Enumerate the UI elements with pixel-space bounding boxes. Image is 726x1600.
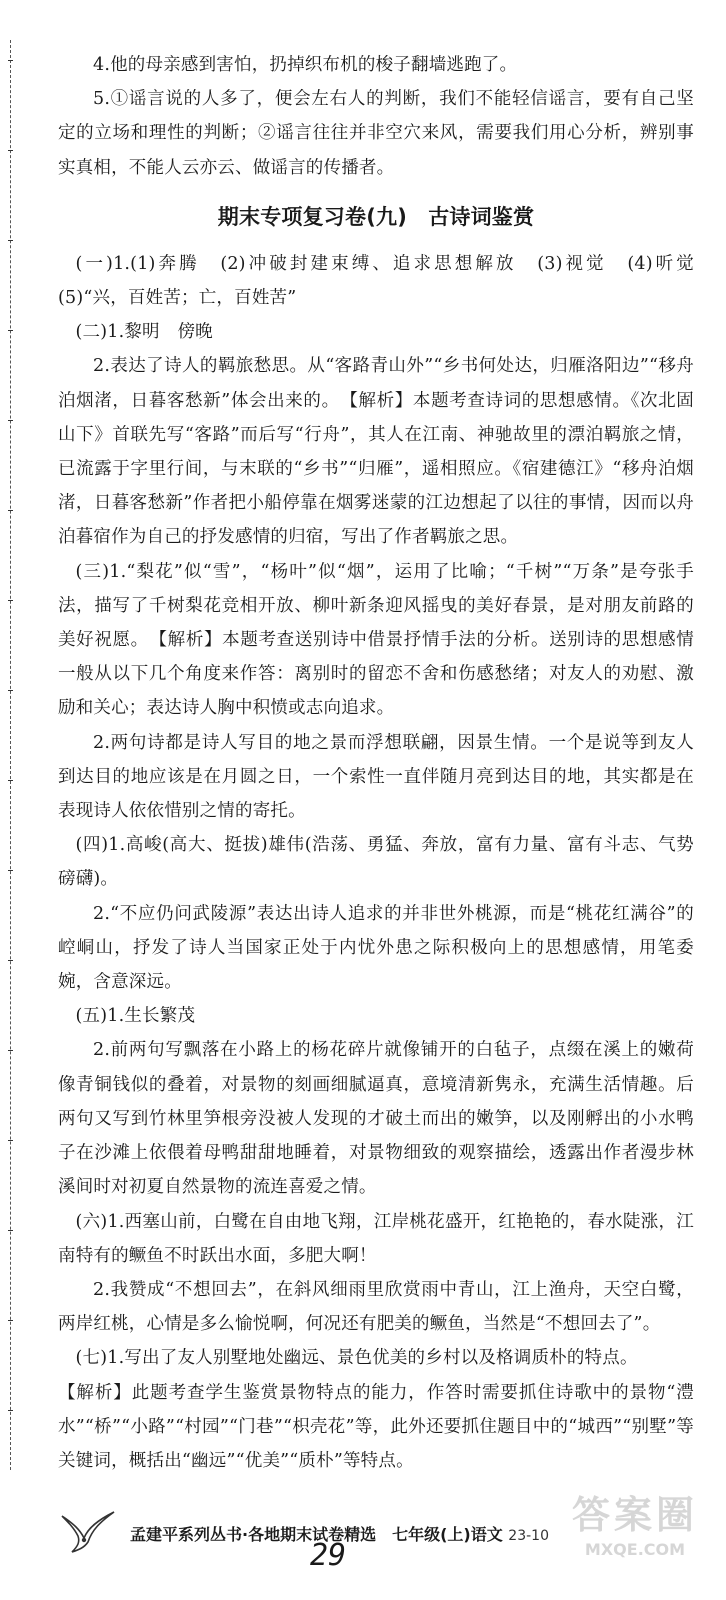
answer-paragraph: (二)1.黎明 傍晚: [75, 322, 213, 343]
watermark-url: MXQE.COM: [584, 1540, 686, 1559]
section-title: 期末专项复习卷(九) 古诗词鉴赏: [217, 204, 535, 229]
answer-paragraph: 2.“不应仍问武陵源”表达出诗人追求的并非世外桃源，而是“桃花红满谷”的崆峒山，抒发了诗人当国家正处于内忧外患之际积极向上的思想感情，用笔委婉，含意深远。: [58, 903, 694, 993]
watermark: [560, 1490, 710, 1580]
answer-paragraph: (三)1.“梨花”似“雪”，“杨叶”似“烟”，运用了比喻；“千树”“万条”是夸张手法，描写了千树梨花竞相开放、柳叶新条迎风摇曳的美好春景，是对朋友前路的美好祝愿。 【解析】本题考查送别诗中借景抒情手法的分析。送别诗的思想感情一般从以下几个角度来作答：离别时的留恋不舍和伤感愁绪；对友人的劝慰、激励和关心；表达诗人胸中积愤或志向追求。: [58, 561, 694, 719]
answer-paragraph: 2.两句诗都是诗人写目的地之景而浮想联翩，因景生情。一个是说等到友人到达目的地应该是在月圆之日，一个索性一直伴随月亮到达目的地，其实都是在表现诗人依依惜别之情的寄托。: [58, 732, 694, 822]
page-number: 29: [310, 1538, 347, 1573]
answer-paragraph: 【解析】此题考查学生鉴赏景物特点的能力，作答时需要抓住诗歌中的景物“澧水”“桥”“小路”“村园”“门巷”“枳壳花”等，此外还要抓住题目中的“城西”“别墅”等关键词，概括出“幽远”“优美”“质朴”等特点。: [58, 1382, 694, 1471]
answer-paragraph: (一)1.(1)奔腾 (2)冲破封建束缚、追求思想解放 (3)视觉 (4)听觉 (5)“兴，百姓苦；亡，百姓苦”: [58, 253, 712, 309]
page-content: [58, 48, 712, 1478]
answer-paragraph: (五)1.生长繁茂: [75, 1006, 196, 1027]
footer-code: 23-10: [508, 1528, 549, 1544]
swallow-logo-icon: [58, 1506, 118, 1556]
binding-margin: [10, 40, 25, 1470]
answer-paragraph: (六)1.西塞山前，白鹭在自由地飞翔，江岸桃花盛开，红艳艳的，春水陡涨，江南特有的鳜鱼不时跃出水面，多肥大啊！: [58, 1211, 694, 1266]
answer-paragraph: (七)1.写出了友人别墅地处幽远、景色优美的乡村以及格调质朴的特点。: [75, 1348, 638, 1369]
watermark-text: 答案圈: [571, 1493, 698, 1537]
answer-paragraph: 2.表达了诗人的羁旅愁思。从“客路青山外”“乡书何处达，归雁洛阳边”“移舟泊烟渚，日暮客愁新”体会出来的。 【解析】本题考查诗词的思想感情。《次北固山下》首联先写“客路”而后写“行舟”，其人在江南、神驰故里的漂泊羁旅之情，已流露于字里行间，与末联的“乡书”“归雁”，遥相照应。《宿建德江》“移舟泊烟渚，日暮客愁新”作者把小船停靠在烟雾迷蒙的江边想起了以往的事情，因而以舟泊暮宿作为自己的抒发感情的归宿，写出了作者羁旅之思。: [58, 356, 694, 548]
footer-series-text: 孟建平系列丛书·各地期末试卷精选 七年级(上)语文: [130, 1525, 503, 1544]
answer-line-5: 5.①谣言说的人多了，便会左右人的判断，我们不能轻信谣言，要有自己坚定的立场和理性的判断；②谣言往往并非空穴来风，需要我们用心分析，辨别事实真相，不能人云亦云、做谣言的传播者。: [58, 89, 694, 178]
answer-line-4: 4.他的母亲感到害怕，扔掉织布机的梭子翻墙逃跑了。: [93, 55, 518, 75]
answer-paragraph: 2.我赞成“不想回去”，在斜风细雨里欣赏雨中青山，江上渔舟，天空白鹭，两岸红桃，心情是多么愉悦啊，何况还有肥美的鳜鱼，当然是“不想回去了”。: [58, 1279, 694, 1335]
answer-paragraph: 2.前两句写飘落在小路上的杨花碎片就像铺开的白毡子，点缀在溪上的嫩荷像青铜钱似的叠着，对景物的刻画细腻逼真，意境清新隽永，充满生活情趣。后两句又写到竹林里笋根旁没被人发现的才破土而出的嫩笋，以及刚孵出的小水鸭子在沙滩上依偎着母鸭甜甜地睡着，对景物细致的观察描绘，透露出作者漫步林溪间时对初夏自然景物的流连喜爱之情。: [58, 1040, 694, 1198]
answer-paragraph: (四)1.高峻(高大、挺拔)雄伟(浩荡、勇猛、奔放，富有力量、富有斗志、气势磅礴)。: [58, 835, 694, 890]
